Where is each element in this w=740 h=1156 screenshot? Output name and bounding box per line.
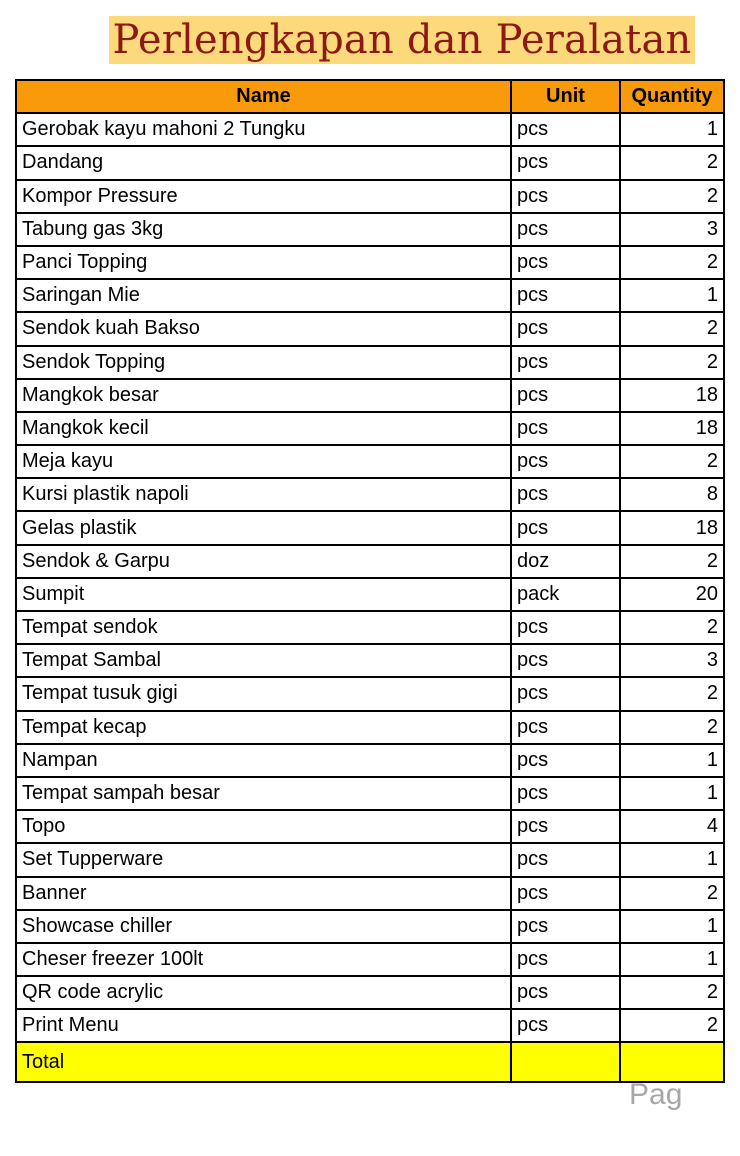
cell-unit: pcs	[511, 113, 620, 146]
cell-name: Tempat kecap	[16, 711, 511, 744]
cell-unit: pcs	[511, 445, 620, 478]
cell-quantity: 2	[620, 445, 724, 478]
cell-name: Tempat Sambal	[16, 644, 511, 677]
table-row	[16, 412, 724, 445]
cell-unit: pcs	[511, 312, 620, 345]
cell-name: Cheser freezer 100lt	[16, 943, 511, 976]
header-unit: Unit	[511, 80, 620, 113]
table-row	[16, 312, 724, 345]
cell-quantity: 1	[620, 843, 724, 876]
cell-unit: pcs	[511, 976, 620, 1009]
table-row	[16, 113, 724, 146]
cell-name: Gelas plastik	[16, 511, 511, 544]
table-row	[16, 478, 724, 511]
cell-quantity: 2	[620, 545, 724, 578]
cell-unit: pcs	[511, 478, 620, 511]
table-row	[16, 976, 724, 1009]
cell-quantity: 2	[620, 976, 724, 1009]
cell-unit: pack	[511, 578, 620, 611]
page-watermark: Pag	[629, 1078, 683, 1111]
cell-unit: pcs	[511, 943, 620, 976]
cell-unit: pcs	[511, 877, 620, 910]
cell-quantity: 18	[620, 379, 724, 412]
cell-unit: pcs	[511, 511, 620, 544]
table-row	[16, 511, 724, 544]
cell-unit: pcs	[511, 246, 620, 279]
equipment-table	[15, 79, 725, 1083]
cell-quantity: 2	[620, 1009, 724, 1042]
cell-quantity: 4	[620, 810, 724, 843]
cell-name: Mangkok besar	[16, 379, 511, 412]
cell-name: Kursi plastik napoli	[16, 478, 511, 511]
cell-unit: doz	[511, 545, 620, 578]
table-row	[16, 346, 724, 379]
cell-unit: pcs	[511, 810, 620, 843]
cell-name: Set Tupperware	[16, 843, 511, 876]
cell-unit: pcs	[511, 843, 620, 876]
cell-quantity: 1	[620, 777, 724, 810]
table-row	[16, 246, 724, 279]
cell-name: Sendok Topping	[16, 346, 511, 379]
table-row	[16, 379, 724, 412]
cell-quantity: 8	[620, 478, 724, 511]
total-quantity	[620, 1042, 724, 1082]
cell-unit: pcs	[511, 346, 620, 379]
cell-name: Mangkok kecil	[16, 412, 511, 445]
cell-name: Topo	[16, 810, 511, 843]
cell-unit: pcs	[511, 711, 620, 744]
header-quantity: Quantity	[620, 80, 724, 113]
cell-quantity: 20	[620, 578, 724, 611]
cell-name: Sendok & Garpu	[16, 545, 511, 578]
cell-unit: pcs	[511, 611, 620, 644]
page-title: Perlengkapan dan Peralatan	[109, 16, 696, 64]
cell-quantity: 2	[620, 146, 724, 179]
cell-name: Tabung gas 3kg	[16, 213, 511, 246]
cell-quantity: 3	[620, 644, 724, 677]
table-row	[16, 445, 724, 478]
table-row	[16, 711, 724, 744]
cell-unit: pcs	[511, 412, 620, 445]
table-row	[16, 180, 724, 213]
table-row	[16, 744, 724, 777]
cell-name: Tempat sendok	[16, 611, 511, 644]
cell-quantity: 1	[620, 744, 724, 777]
cell-quantity: 2	[620, 711, 724, 744]
cell-name: QR code acrylic	[16, 976, 511, 1009]
cell-quantity: 1	[620, 279, 724, 312]
cell-unit: pcs	[511, 146, 620, 179]
table-row	[16, 644, 724, 677]
cell-unit: pcs	[511, 910, 620, 943]
cell-name: Dandang	[16, 146, 511, 179]
cell-unit: pcs	[511, 379, 620, 412]
cell-unit: pcs	[511, 644, 620, 677]
cell-name: Saringan Mie	[16, 279, 511, 312]
cell-quantity: 2	[620, 677, 724, 710]
cell-quantity: 2	[620, 611, 724, 644]
cell-name: Sendok kuah Bakso	[16, 312, 511, 345]
table-row	[16, 611, 724, 644]
table-row	[16, 910, 724, 943]
cell-quantity: 2	[620, 877, 724, 910]
table-row	[16, 1009, 724, 1042]
cell-quantity: 2	[620, 246, 724, 279]
cell-quantity: 1	[620, 910, 724, 943]
table-row	[16, 578, 724, 611]
title-wrapper	[0, 16, 740, 64]
cell-quantity: 18	[620, 511, 724, 544]
table-row	[16, 146, 724, 179]
cell-name: Nampan	[16, 744, 511, 777]
total-row	[16, 1042, 724, 1082]
cell-name: Kompor Pressure	[16, 180, 511, 213]
cell-quantity: 1	[620, 113, 724, 146]
table-row	[16, 843, 724, 876]
cell-name: Meja kayu	[16, 445, 511, 478]
cell-name: Panci Topping	[16, 246, 511, 279]
table-row	[16, 213, 724, 246]
table-row	[16, 877, 724, 910]
total-label: Total	[16, 1042, 511, 1082]
cell-unit: pcs	[511, 744, 620, 777]
cell-name: Showcase chiller	[16, 910, 511, 943]
table-row	[16, 943, 724, 976]
cell-name: Tempat sampah besar	[16, 777, 511, 810]
cell-unit: pcs	[511, 677, 620, 710]
cell-unit: pcs	[511, 777, 620, 810]
cell-quantity: 1	[620, 943, 724, 976]
cell-name: Tempat tusuk gigi	[16, 677, 511, 710]
cell-name: Sumpit	[16, 578, 511, 611]
table-row	[16, 279, 724, 312]
table-row	[16, 677, 724, 710]
header-name: Name	[16, 80, 511, 113]
table-row	[16, 545, 724, 578]
table-header-row	[16, 80, 724, 113]
cell-quantity: 2	[620, 346, 724, 379]
cell-name: Gerobak kayu mahoni 2 Tungku	[16, 113, 511, 146]
cell-quantity: 2	[620, 312, 724, 345]
table-row	[16, 777, 724, 810]
cell-quantity: 18	[620, 412, 724, 445]
cell-quantity: 3	[620, 213, 724, 246]
table-row	[16, 810, 724, 843]
cell-name: Banner	[16, 877, 511, 910]
cell-unit: pcs	[511, 279, 620, 312]
cell-unit: pcs	[511, 1009, 620, 1042]
cell-name: Print Menu	[16, 1009, 511, 1042]
cell-unit: pcs	[511, 213, 620, 246]
cell-unit: pcs	[511, 180, 620, 213]
cell-quantity: 2	[620, 180, 724, 213]
total-unit	[511, 1042, 620, 1082]
